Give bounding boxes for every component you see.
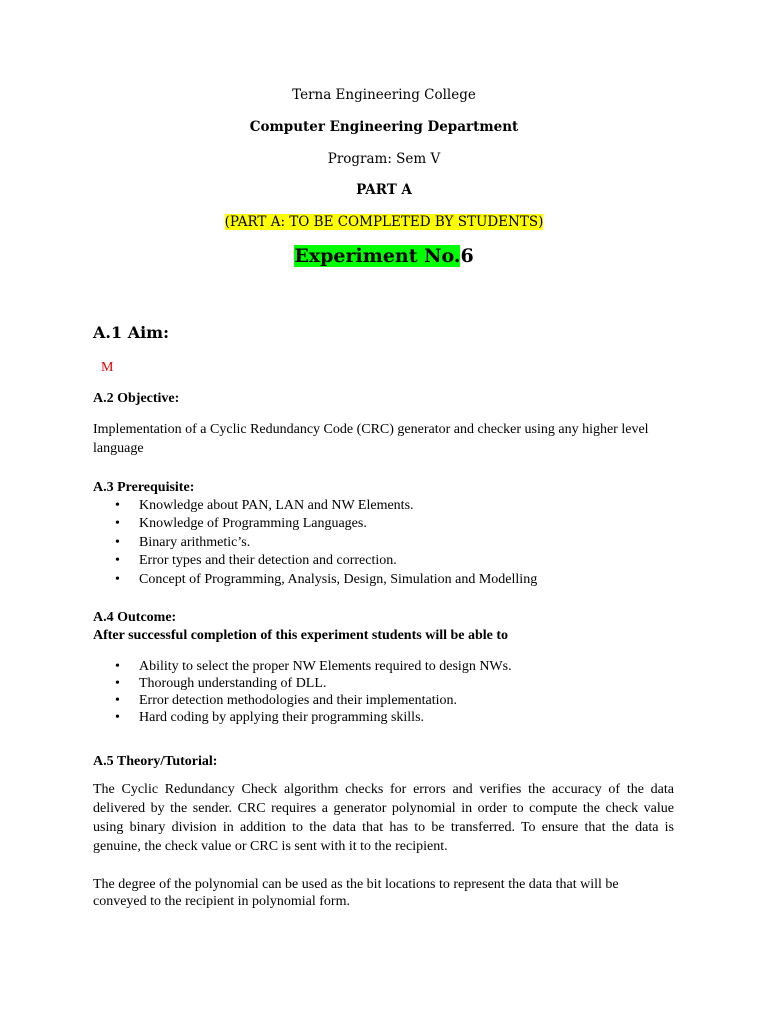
list-item-text: Thorough understanding of DLL. — [139, 676, 327, 691]
list-item — [93, 497, 537, 515]
list-item — [93, 534, 537, 552]
outcome-heading: A.4 Outcome: — [93, 610, 177, 625]
aim-heading: A.1 Aim: — [93, 323, 170, 342]
list-item — [93, 552, 537, 570]
outcome-list — [93, 658, 512, 726]
prerequisite-heading: A.3 Prerequisite: — [93, 480, 195, 495]
bullet-icon: • — [115, 676, 120, 691]
part-note-text: (PART A: TO BE COMPLETED BY STUDENTS) — [224, 214, 544, 230]
outcome-subheading: After successful completion of this experiment students will be able to — [93, 628, 509, 643]
list-item — [93, 709, 512, 726]
aim-value: M — [101, 360, 114, 375]
prerequisite-list — [93, 497, 537, 589]
list-item-text: Ability to select the proper NW Elements required to design NWs. — [139, 659, 512, 674]
department-name: Computer Engineering Department — [249, 119, 519, 135]
list-item-text: Concept of Programming, Analysis, Design, Simulation and Modelling — [139, 571, 538, 587]
bullet-icon: • — [115, 498, 120, 513]
list-item — [93, 692, 512, 709]
experiment-number: 6 — [460, 245, 474, 267]
theory-heading: A.5 Theory/Tutorial: — [93, 754, 218, 769]
part-note — [0, 214, 768, 230]
college-name: Terna Engineering College — [292, 87, 476, 103]
bullet-icon: • — [115, 659, 120, 674]
objective-text: Implementation of a Cyclic Redundancy Code (CRC) generator and checker using any higher level language — [93, 422, 649, 456]
list-item-text: Knowledge of Programming Languages. — [139, 516, 367, 532]
bullet-icon: • — [115, 553, 120, 569]
theory-paragraph-2: The degree of the polynomial can be used as the bit locations to represent the data that will be conveyed to the recipient in polynomial form. — [93, 877, 619, 909]
list-item-text: Error detection methodologies and their implementation. — [139, 693, 458, 708]
list-item — [93, 571, 537, 589]
bullet-icon: • — [115, 534, 120, 550]
bullet-icon: • — [115, 571, 120, 587]
experiment-title — [0, 245, 768, 267]
bullet-icon: • — [115, 710, 120, 725]
list-item — [93, 515, 537, 533]
list-item — [93, 658, 512, 675]
bullet-icon: • — [115, 516, 120, 532]
list-item-text: Error types and their detection and correction. — [139, 553, 397, 569]
list-item-text: Binary arithmetic’s. — [139, 534, 251, 550]
part-heading: PART A — [356, 182, 412, 198]
list-item-text: Knowledge about PAN, LAN and NW Elements. — [139, 498, 414, 513]
program-line: Program: Sem V — [327, 151, 441, 167]
theory-paragraph-1: The Cyclic Redundancy Check algorithm checks for errors and verifies the accuracy of the data delivered by the sender. CRC requires a generator polynomial in order to compute the check value using binary division in addition to the data that has to be transferred. To ensure that the data is genuine, the check value or CRC is sent with it to the recipient. — [93, 782, 674, 854]
list-item-text: Hard coding by applying their programming skills. — [139, 710, 425, 725]
objective-heading: A.2 Objective: — [93, 391, 180, 406]
experiment-label: Experiment No. — [294, 245, 461, 267]
bullet-icon: • — [115, 693, 120, 708]
list-item — [93, 675, 512, 692]
